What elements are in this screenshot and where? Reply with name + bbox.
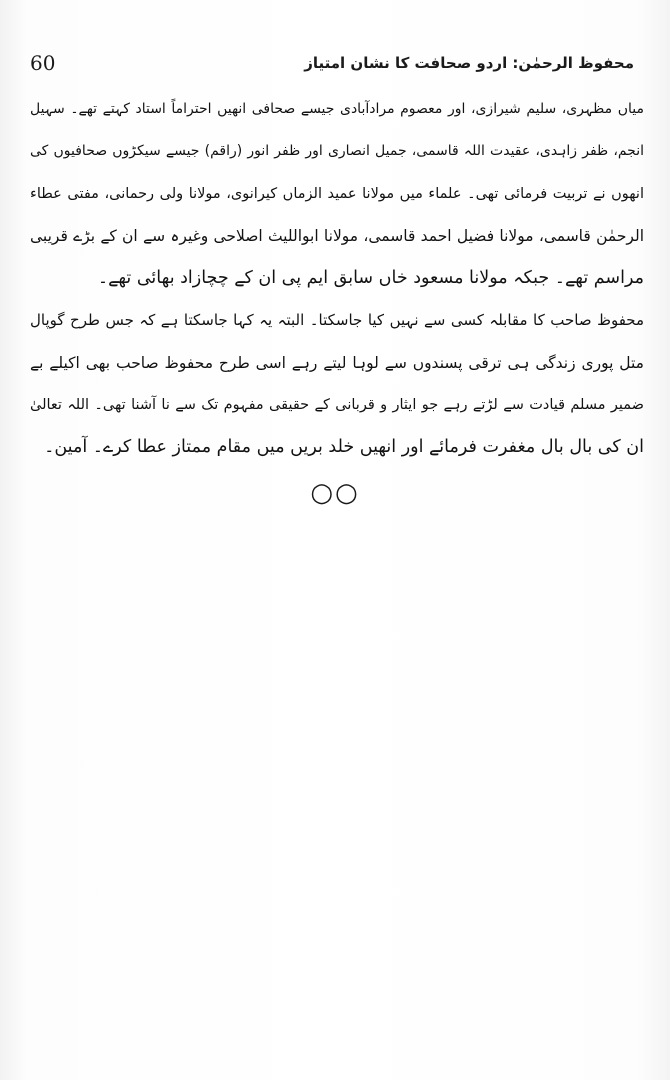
end-ornament: ○○ [310,478,360,508]
text-line: محفوظ صاحب کا مقابلہ کسی سے نہیں کیا جاسکتا۔ البتہ یہ کہا جاسکتا ہے کہ جس طرح گوپال [30,311,644,330]
text-line: مراسم تھے۔ جبکہ مولانا مسعود خاں سابق ایم پی ان کے چچازاد بھائی تھے۔ [97,268,644,289]
paragraph-2 [30,299,644,468]
paragraph-1 [30,88,644,299]
running-title: محفوظ الرحمٰن: اردو صحافت کا نشان امتیاز [304,54,634,72]
text-line: ان کی بال بال مغفرت فرمائے اور انھیں خلد بریں میں مقام ممتاز عطا کرے۔ آمین۔ [44,437,644,458]
text-line: میاں مظہری، سلیم شیرازی، اور معصوم مرادآبادی جیسے صحافی انھیں احتراماً استاد کہتے تھے۔ سہیل [30,101,644,117]
body-text [30,88,644,469]
text-line: انجم، ظفر زاہدی، عقیدت اللہ قاسمی، جمیل انصاری اور ظفر انور (راقم) جیسے سیکڑوں صحافیوں کی [30,143,644,160]
text-line: الرحمٰن قاسمی، مولانا فضیل احمد قاسمی، مولانا ابواللیث اصلاحی وغیرہ سے ان کے بڑے قریبی [30,226,644,245]
text-line: ضمیر مسلم قیادت سے لڑتے رہے جو ایثار و قربانی کے حقیقی مفہوم تک سے نا آشنا تھی۔ اللہ تعالیٰ [30,397,644,414]
page-header [30,48,634,78]
text-line: متل پوری زندگی ہی ترقی پسندوں سے لوہا لیتے رہے اسی طرح محفوظ صاحب بھی اکیلے بے [30,353,644,372]
text-line: انھوں نے تربیت فرمائی تھی۔ علماء میں مولانا عمید الزماں کیرانوی، مولانا ولی رحمانی، مفتی عطاء [30,185,644,202]
page-number: 60 [30,51,56,75]
